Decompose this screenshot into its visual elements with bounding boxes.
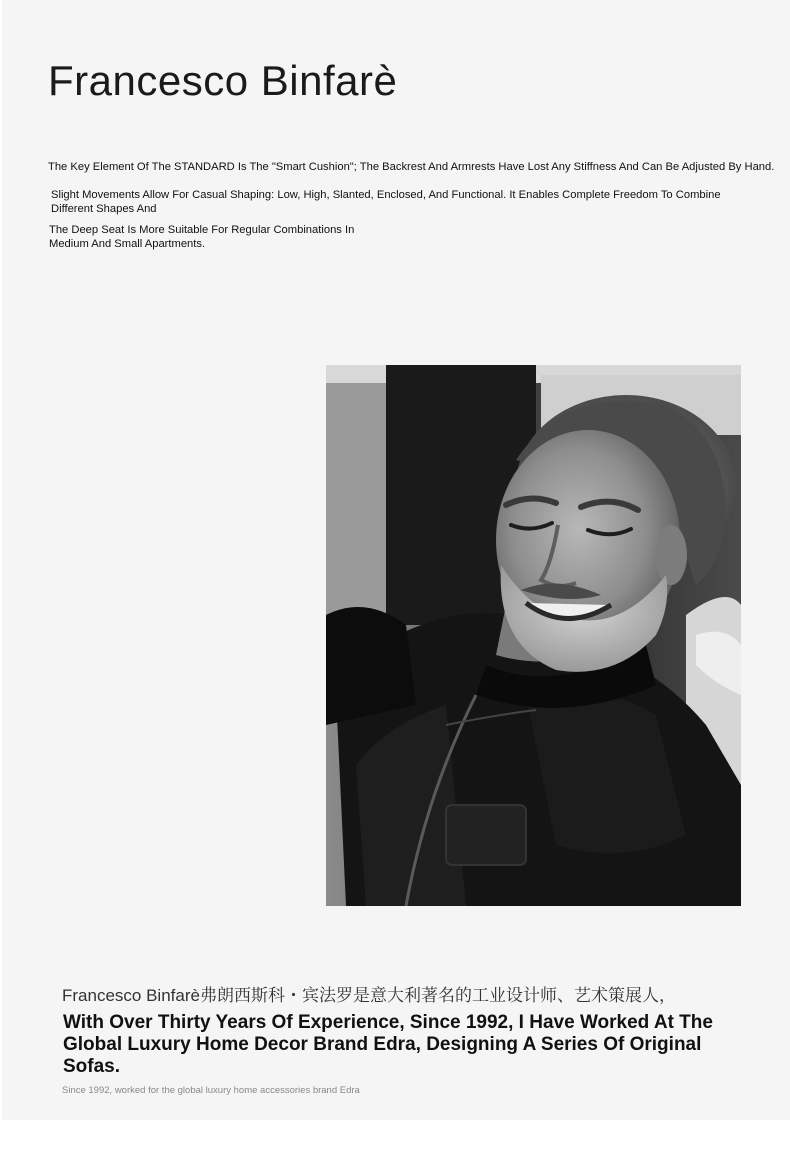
intro-paragraph-1: The Key Element Of The STANDARD Is The "Smart Cushion"; The Backrest And Armrests Have Lost Any Stiffness And Can Be Adjusted By Hand. bbox=[48, 161, 775, 173]
bio-small-print: Since 1992, worked for the global luxury home accessories brand Edra bbox=[62, 1085, 360, 1096]
bio-chinese-line: Francesco Binfarè弗朗西斯科・宾法罗是意大利著名的工业设计师、艺术策展人， bbox=[62, 986, 676, 1005]
page-panel bbox=[2, 0, 790, 1120]
portrait-illustration bbox=[326, 365, 741, 906]
intro-paragraph-2: Slight Movements Allow For Casual Shaping: Low, High, Slanted, Enclosed, And Functional. It Enables Complete Freedom To Combine Different Shapes And bbox=[51, 189, 721, 215]
designer-portrait-photo bbox=[326, 365, 741, 906]
bio-headline: With Over Thirty Years Of Experience, Since 1992, I Have Worked At The Global Luxury Home Decor Brand Edra, Designing A Series Of Original Sofas. bbox=[63, 1012, 713, 1077]
page-title: Francesco Binfarè bbox=[48, 57, 398, 104]
intro-paragraph-3: The Deep Seat Is More Suitable For Regular Combinations In Medium And Small Apartments. bbox=[49, 224, 355, 250]
